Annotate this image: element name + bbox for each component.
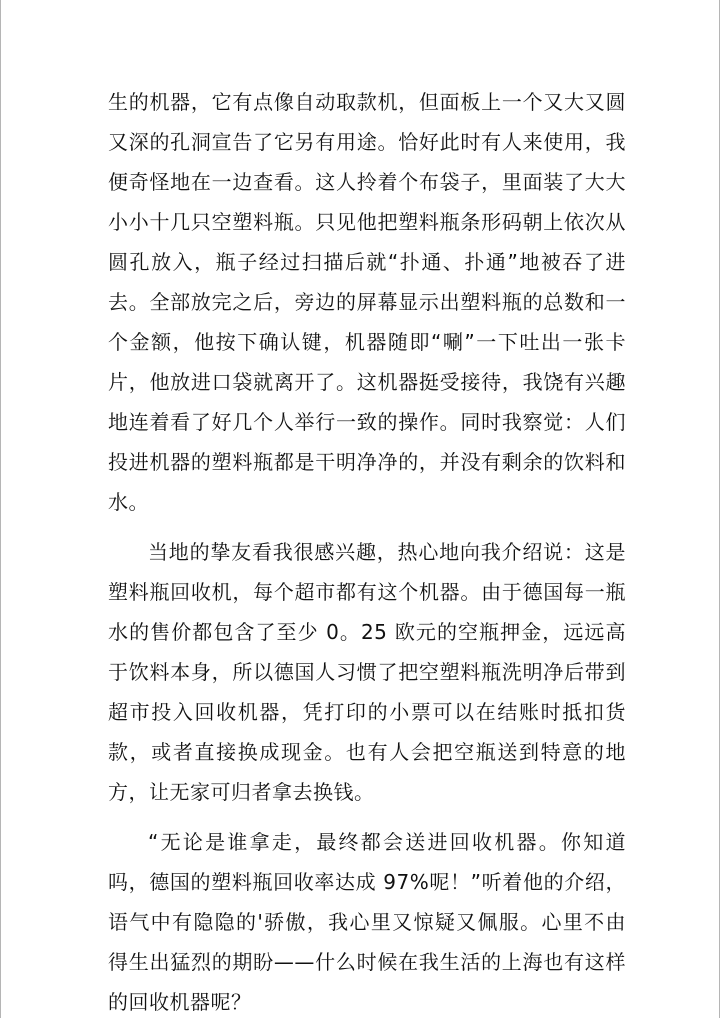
paragraph-3: “无论是谁拿走，最终都会送进回收机器。你知道吗，德国的塑料瓶回收率达成 97%呢！”听着他的介绍，语气中有隐隐的'骄傲，我心里又惊疑又佩服。心里不由得生出猛烈的期盼——什么时候在我生活的上海也有这样的回收机器呢？: [108, 830, 626, 1014]
document-body: [108, 82, 626, 1022]
paragraph-1: 生的机器，它有点像自动取款机，但面板上一个又大又圆又深的孔洞宣告了它另有用途。恰好此时有人来使用，我便奇怪地在一边查看。这人拎着个布袋子，里面装了大大小小十几只空塑料瓶。只见他把塑料瓶条形码朝上依次从圆孔放入，瓶子经过扫描后就“扑通、扑通”地被吞了进去。全部放完之后，旁边的屏幕显示出塑料瓶的总数和一个金额，他按下确认键，机器随即“唰”一下吐出一张卡片，他放进口袋就离开了。这机器挺受接待，我饶有兴趣地连着看了好几个人举行一致的操作。同时我察觉：人们投进机器的塑料瓶都是干明净净的，并没有剩余的饮料和水。: [108, 90, 626, 514]
paragraph-2: 当地的挚友看我很感兴趣，热心地向我介绍说：这是塑料瓶回收机，每个超市都有这个机器。由于德国每一瓶水的售价都包含了至少 0。25 欧元的空瓶押金，远远高于饮料本身，所以德国人习惯了把空塑料瓶洗明净后带到超市投入回收机器，凭打印的小票可以在结账时抵扣货款，或者直接换成现金。也有人会把空瓶送到特意的地方，让无家可归者拿去换钱。: [108, 540, 626, 804]
page-edge-left: [0, 0, 1, 1018]
